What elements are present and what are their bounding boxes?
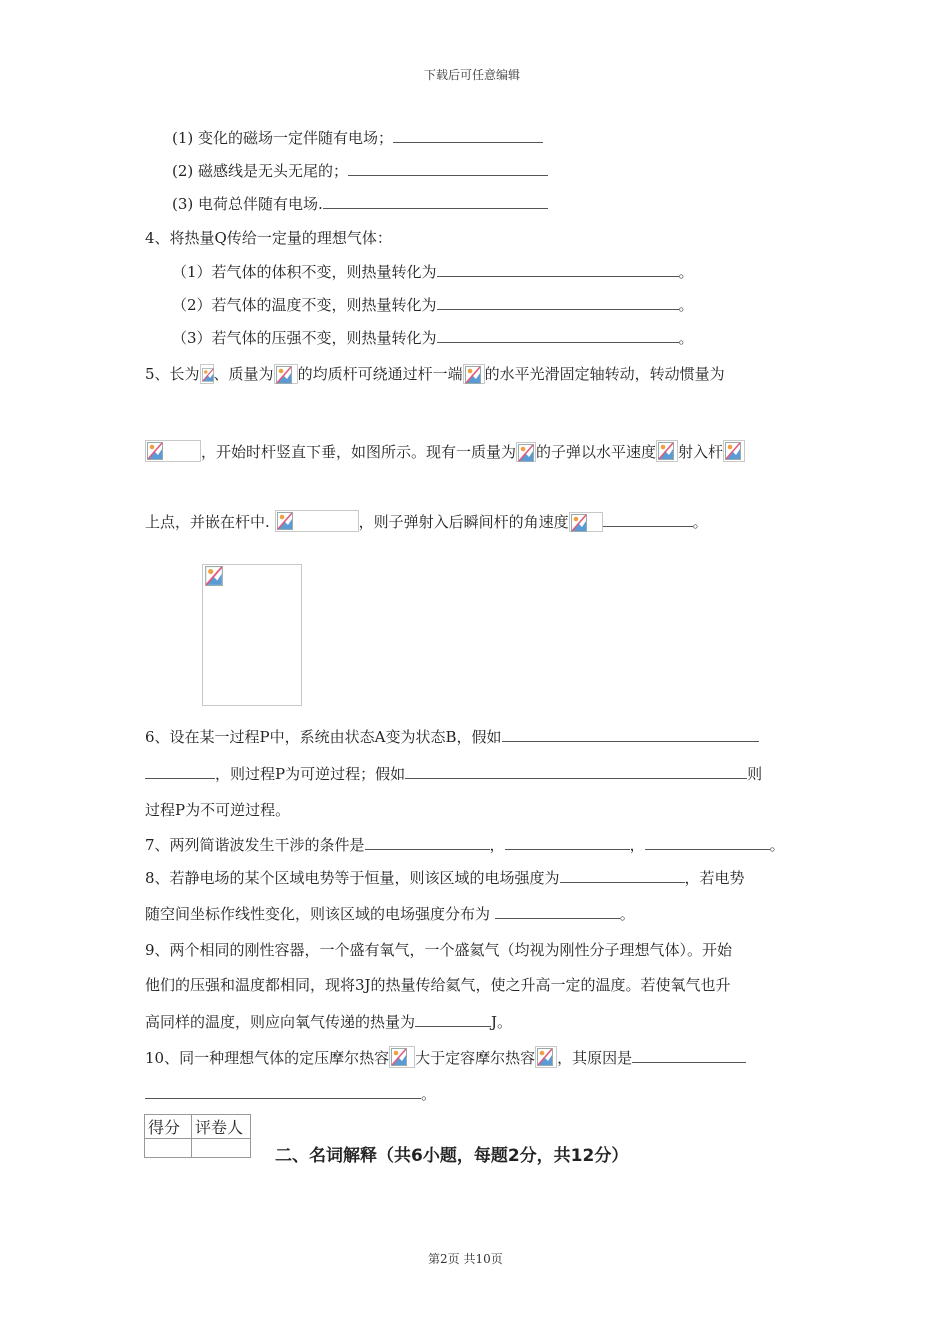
score-header: 得分 [145,1115,192,1139]
q10-line-2: 。 [145,1084,436,1104]
answer-blank[interactable] [603,512,693,527]
formula-image-icon [200,364,214,384]
q8-line-1: 8、若静电场的某个区域电势等于恒量，则该区域的电场强度为 ，若电势 [145,869,745,887]
answer-blank[interactable] [348,161,548,176]
formula-image-icon [723,440,745,462]
formula-image-icon [274,364,298,384]
answer-blank[interactable] [437,328,679,343]
q5-line-2: ，开始时杆竖直下垂，如图所示。现有一质量为 的子弹以水平速度 射入杆 [145,440,745,462]
q9-line-1: 9、两个相同的刚性容器，一个盛有氧气，一个盛氦气（均视为刚性分子理想气体）。开始 [145,941,733,959]
header-note: 下载后可任意编辑 [424,68,521,82]
formula-image-icon [463,364,485,384]
q10-line-1: 10、同一种理想气体的定压摩尔热容 大于定容摩尔热容 ，其原因是 [145,1046,746,1068]
q4-stem: 4、将热量Q传给一定量的理想气体： [145,229,392,247]
page-footer: 第2页 共10页 [428,1252,503,1266]
score-cell[interactable] [145,1139,192,1158]
q7-line: 7、两列简谐波发生干涉的条件是 ， ， 。 [145,836,785,854]
answer-blank[interactable] [502,727,759,742]
q6-line-3: 过程P为不可逆过程。 [145,801,291,819]
score-table [144,1114,251,1158]
answer-blank[interactable] [323,194,548,209]
answer-blank[interactable] [393,128,543,143]
q3-item-3: (3) 电荷总伴随有电场. [172,194,548,214]
q4-item-1: （1）若气体的体积不变，则热量转化为 。 [172,263,694,281]
answer-blank[interactable] [505,835,630,850]
q9-line-2: 他们的压强和温度都相同，现将3J的热量传给氦气，使之升高一定的温度。若使氧气也升 [145,976,731,994]
q4-item-3: （3）若气体的压强不变，则热量转化为 。 [172,329,694,347]
formula-image-icon [535,1046,557,1068]
grader-cell[interactable] [192,1139,251,1158]
answer-blank[interactable] [495,904,620,919]
q6-line-1: 6、设在某一过程P中，系统由状态A变为状态B，假如 [145,727,759,747]
rod-figure-image [202,564,302,706]
answer-blank[interactable] [365,835,490,850]
q9-line-3: 高同样的温度，则应向氧气传递的热量为 J。 [145,1013,513,1031]
answer-blank[interactable] [145,1084,421,1099]
q3-item-2: (2) 磁感线是无头无尾的； [172,161,548,181]
q5-line-3: 上点，并嵌在杆中. ，则子弹射入后瞬间杆的角速度 。 [145,510,708,532]
q5-line-1: 5、长为 、质量为 的均质杆可绕通过杆一端 的水平光滑固定轴转动，转动惯量为 [145,365,725,383]
answer-blank[interactable] [632,1048,746,1063]
answer-blank[interactable] [415,1012,491,1027]
answer-blank[interactable] [645,835,770,850]
answer-blank[interactable] [145,764,215,779]
formula-image-icon [569,512,603,532]
formula-image-icon [275,510,359,532]
answer-blank[interactable] [560,868,685,883]
answer-blank[interactable] [405,764,747,779]
answer-blank[interactable] [437,295,679,310]
answer-blank[interactable] [437,262,679,277]
section-title: 二、名词解释（共6小题，每题2分，共12分） [275,1146,629,1166]
formula-image-icon [145,440,201,462]
q8-line-2: 随空间坐标作线性变化，则该区域的电场强度分布为 。 [145,905,635,923]
q3-item-1: (1) 变化的磁场一定伴随有电场； [172,128,543,148]
formula-image-icon [516,442,536,462]
q6-line-2: ，则过程P为可逆过程；假如 则 [145,764,762,784]
grader-header: 评卷人 [192,1115,251,1139]
q4-item-2: （2）若气体的温度不变，则热量转化为 。 [172,296,694,314]
formula-image-icon [389,1046,415,1068]
formula-image-icon [656,440,678,462]
